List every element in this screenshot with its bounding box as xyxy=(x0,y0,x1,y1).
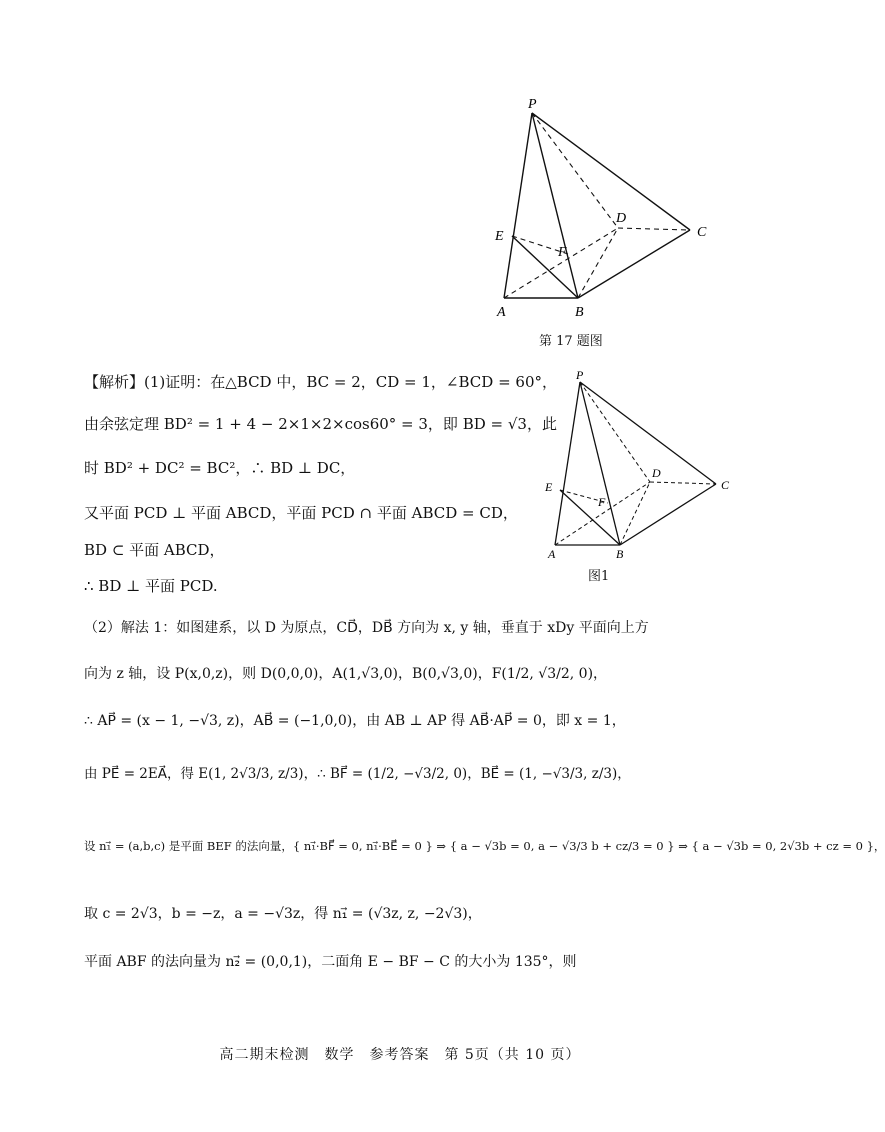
point-label-A: A xyxy=(548,547,556,561)
solution-line-8: 向为 z 轴，设 P(x,0,z)，则 D(0,0,0)，A(1,√3,0)，B(0,√3,0)，F(1/2, √3/2, 0)， xyxy=(84,666,608,682)
point-label-C: C xyxy=(697,225,707,240)
point-label-E: E xyxy=(495,229,504,244)
solution-line-12: 取 c = 2√3，b = −z，a = −√3z，得 n₁⃗ = (√3z, z, −2√3)， xyxy=(84,906,482,922)
solution-line-6: ∴ BD ⊥ 平面 PCD. xyxy=(84,577,218,595)
point-label-F: F xyxy=(598,495,606,509)
solution-line-2: 由余弦定理 BD² = 1 + 4 − 2×1×2×cos60° = 3，即 BD = √3，此 xyxy=(84,415,557,433)
solution-line-4: 又平面 PCD ⊥ 平面 ABCD，平面 PCD ∩ 平面 ABCD = CD， xyxy=(84,504,518,522)
figure-17-pyramid xyxy=(480,90,730,320)
page-footer: 高二期末检测 数学 参考答案 第 5页（共 10 页） xyxy=(219,1047,581,1063)
point-label-P: P xyxy=(528,97,537,112)
figure-17-caption: 第 17 题图 xyxy=(539,334,603,349)
point-label-F: F xyxy=(558,245,567,260)
point-label-C: C xyxy=(721,478,730,492)
solution-line-5: BD ⊂ 平面 ABCD， xyxy=(84,541,225,559)
solution-line-10: 由 PE⃗ = 2EA⃗，得 E(1, 2√3/3, z/3)，∴ BF⃗ = (1/2, −√3/2, 0)，BE⃗ = (1, −√3/3, z/3)， xyxy=(84,766,631,782)
solution-line-3: 时 BD² + DC² = BC²，∴ BD ⊥ DC， xyxy=(84,459,356,477)
figure-1-pyramid xyxy=(535,368,745,568)
point-label-E: E xyxy=(545,480,553,494)
solution-line-13: 平面 ABF 的法向量为 n₂⃗ = (0,0,1)，二面角 E − BF − C 的大小为 135°，则 xyxy=(84,954,577,970)
solution-line-7: （2）解法 1：如图建系，以 D 为原点，CD⃗，DB⃗ 方向为 x, y 轴，垂直于 xDy 平面向上方 xyxy=(84,620,649,636)
figure-1-caption: 图1 xyxy=(588,569,610,584)
point-label-A: A xyxy=(497,305,506,320)
point-label-D: D xyxy=(652,466,661,480)
solution-line-11: 设 n₁⃗ = (a,b,c) 是平面 BEF 的法向量，{ n₁⃗·BF⃗ = 0, n₁⃗·BE⃗ = 0 } ⇒ { a − √3b = 0, a − √3/3 b + cz/3 = 0 } ⇒ { a − √3b = 0, 2√3b + cz = 0 }， xyxy=(84,839,885,853)
point-label-B: B xyxy=(575,305,584,320)
point-label-D: D xyxy=(616,211,627,226)
solution-line-9: ∴ AP⃗ = (x − 1, −√3, z)，AB⃗ = (−1,0,0)，由 AB ⊥ AP 得 AB⃗·AP⃗ = 0，即 x = 1， xyxy=(84,713,626,729)
point-label-P: P xyxy=(576,368,584,382)
solution-line-1: 【解析】(1)证明：在△BCD 中，BC = 2，CD = 1，∠BCD = 60°， xyxy=(84,373,557,391)
point-label-B: B xyxy=(616,547,624,561)
